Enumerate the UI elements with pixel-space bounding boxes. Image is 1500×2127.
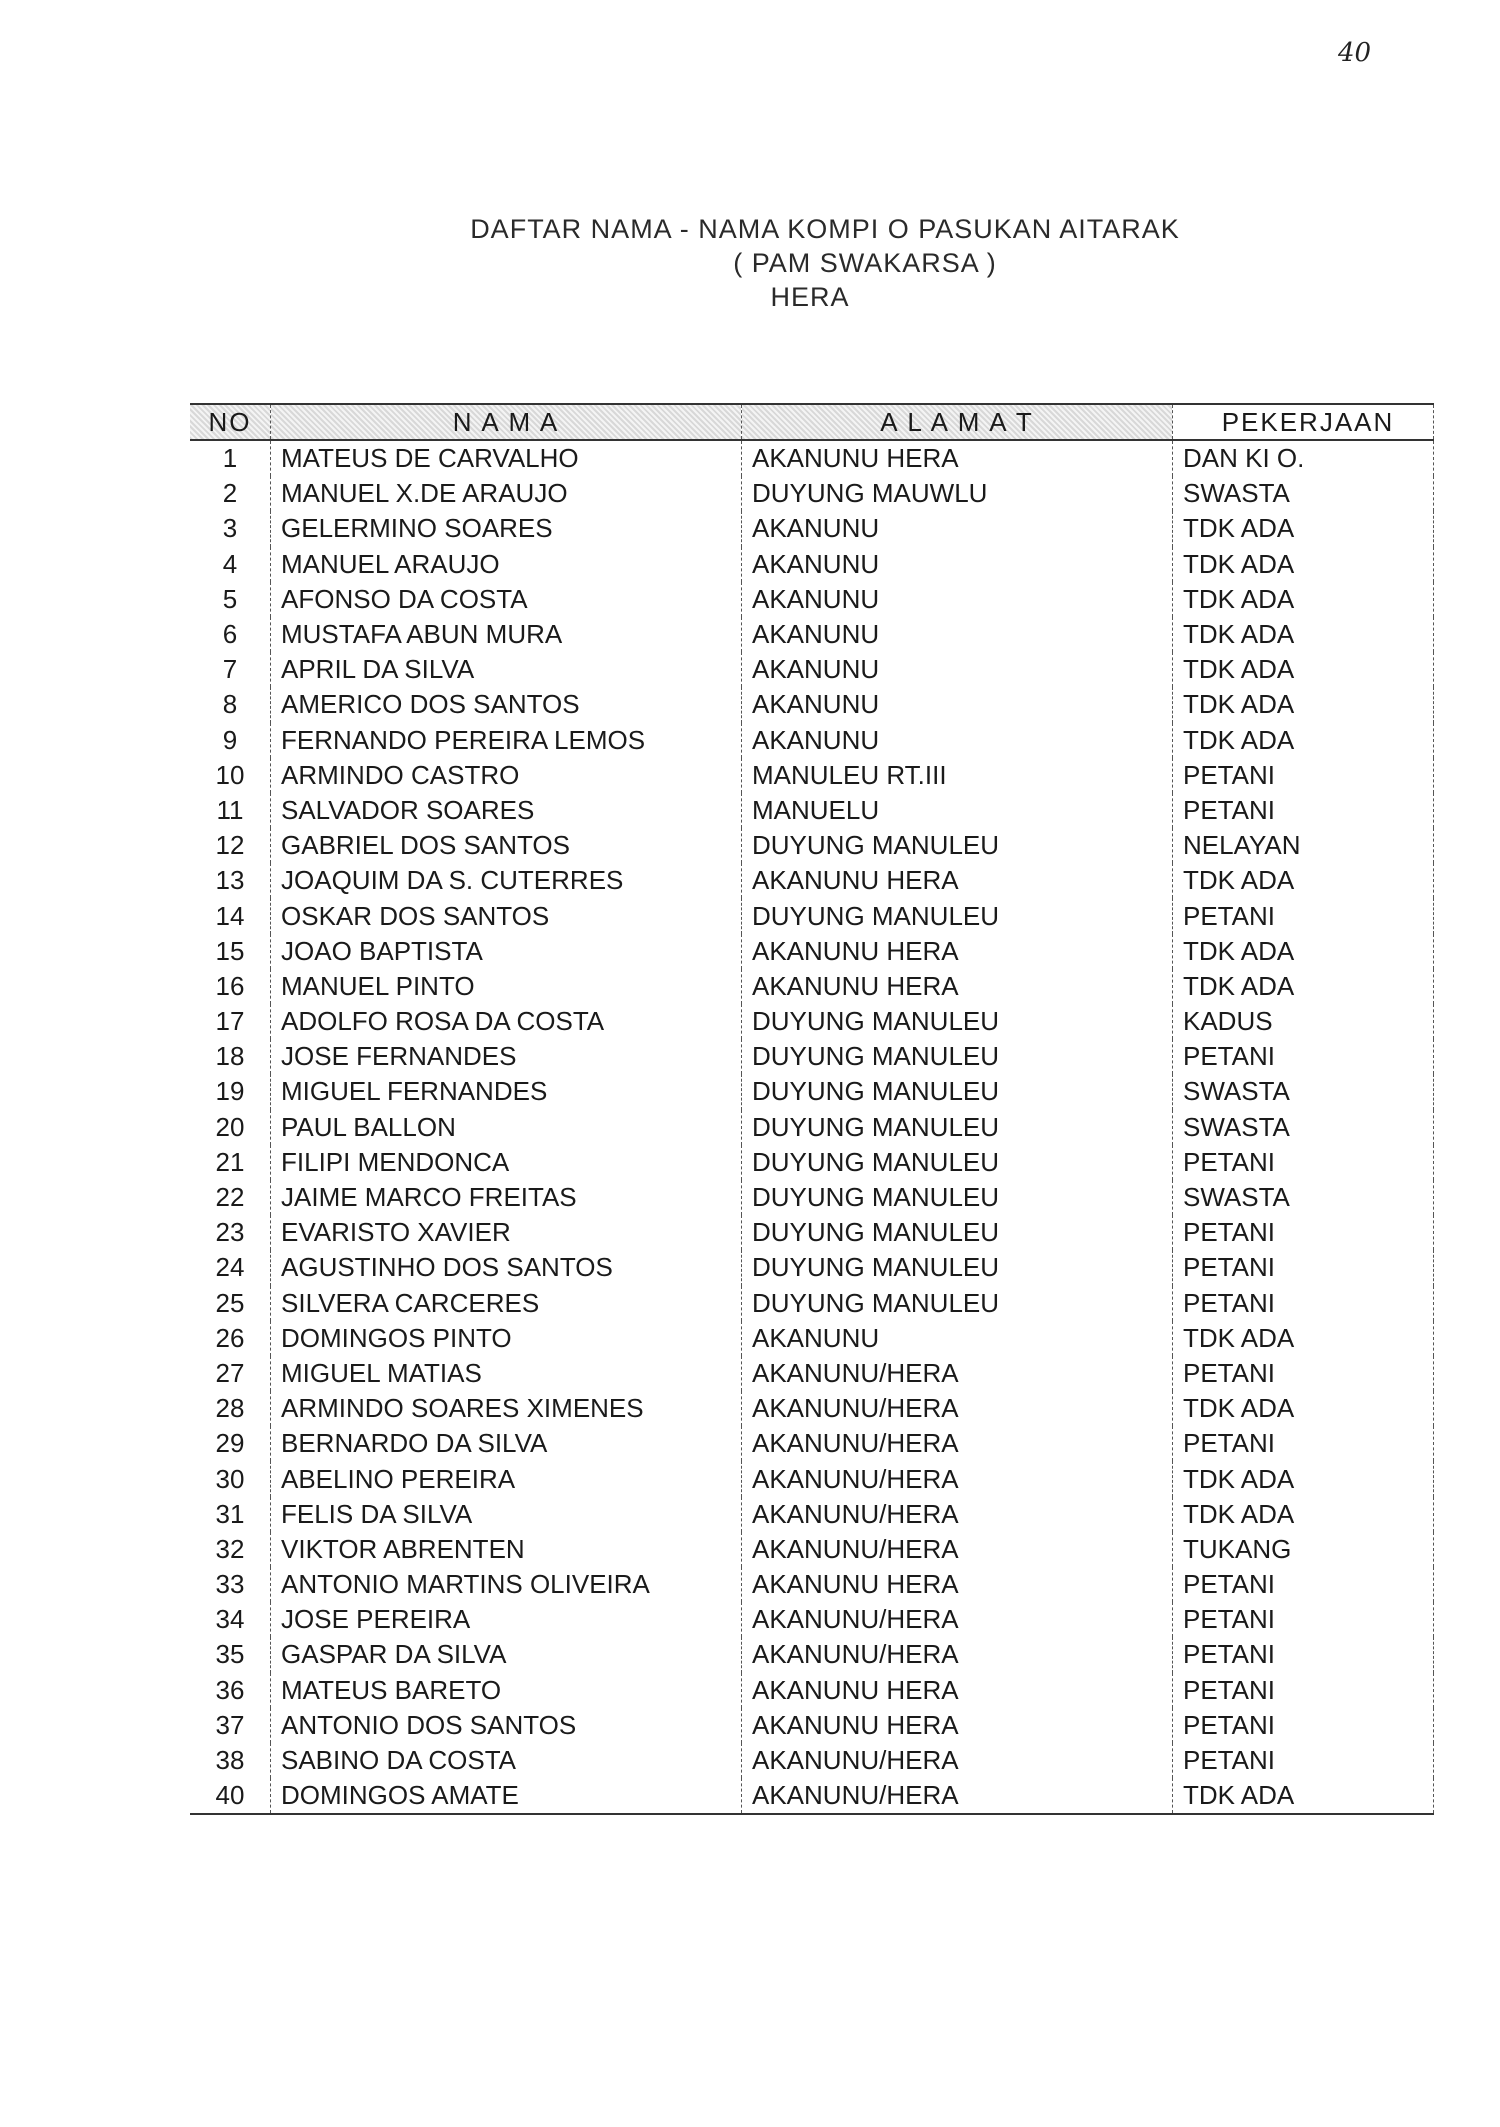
cell-nama: ANTONIO DOS SANTOS <box>271 1708 742 1743</box>
cell-no: 32 <box>190 1532 271 1567</box>
cell-no: 20 <box>190 1110 271 1145</box>
cell-no: 18 <box>190 1039 271 1074</box>
table-row <box>190 582 1434 617</box>
cell-alamat: DUYUNG MANULEU <box>742 1215 1173 1250</box>
cell-pekerjaan: NELAYAN <box>1173 828 1434 863</box>
cell-pekerjaan: PETANI <box>1173 898 1434 933</box>
table-row <box>190 440 1434 476</box>
cell-alamat: AKANUNU HERA <box>742 440 1173 476</box>
cell-no: 31 <box>190 1497 271 1532</box>
cell-pekerjaan: TDK ADA <box>1173 582 1434 617</box>
cell-no: 17 <box>190 1004 271 1039</box>
cell-alamat: AKANUNU/HERA <box>742 1637 1173 1672</box>
table-row <box>190 1637 1434 1672</box>
cell-alamat: AKANUNU/HERA <box>742 1461 1173 1496</box>
table-row <box>190 1250 1434 1285</box>
cell-nama: MIGUEL MATIAS <box>271 1356 742 1391</box>
cell-nama: MUSTAFA ABUN MURA <box>271 617 742 652</box>
cell-no: 22 <box>190 1180 271 1215</box>
cell-pekerjaan: PETANI <box>1173 1567 1434 1602</box>
cell-no: 29 <box>190 1426 271 1461</box>
cell-no: 15 <box>190 934 271 969</box>
cell-alamat: AKANUNU <box>742 547 1173 582</box>
cell-nama: AGUSTINHO DOS SANTOS <box>271 1250 742 1285</box>
table-header-row <box>190 404 1434 440</box>
table-row <box>190 1145 1434 1180</box>
cell-alamat: DUYUNG MANULEU <box>742 1145 1173 1180</box>
cell-no: 34 <box>190 1602 271 1637</box>
cell-pekerjaan: TDK ADA <box>1173 1391 1434 1426</box>
cell-nama: GELERMINO SOARES <box>271 511 742 546</box>
cell-nama: MATEUS BARETO <box>271 1673 742 1708</box>
table-row <box>190 1039 1434 1074</box>
table-row <box>190 1391 1434 1426</box>
table-row <box>190 1461 1434 1496</box>
table-row <box>190 758 1434 793</box>
table-row <box>190 511 1434 546</box>
cell-nama: FILIPI MENDONCA <box>271 1145 742 1180</box>
cell-pekerjaan: SWASTA <box>1173 476 1434 511</box>
cell-alamat: AKANUNU <box>742 723 1173 758</box>
cell-nama: BERNARDO DA SILVA <box>271 1426 742 1461</box>
table-row <box>190 723 1434 758</box>
cell-pekerjaan: PETANI <box>1173 1743 1434 1778</box>
cell-pekerjaan: TDK ADA <box>1173 723 1434 758</box>
table-row <box>190 898 1434 933</box>
cell-no: 40 <box>190 1778 271 1814</box>
table-row <box>190 934 1434 969</box>
cell-pekerjaan: SWASTA <box>1173 1180 1434 1215</box>
cell-alamat: AKANUNU HERA <box>742 863 1173 898</box>
cell-nama: JOAQUIM DA S. CUTERRES <box>271 863 742 898</box>
table-row <box>190 652 1434 687</box>
cell-no: 9 <box>190 723 271 758</box>
cell-alamat: AKANUNU <box>742 511 1173 546</box>
cell-alamat: DUYUNG MANULEU <box>742 828 1173 863</box>
header-no: NO <box>190 404 271 440</box>
cell-nama: AMERICO DOS SANTOS <box>271 687 742 722</box>
cell-pekerjaan: TDK ADA <box>1173 1497 1434 1532</box>
cell-alamat: AKANUNU HERA <box>742 934 1173 969</box>
table-row <box>190 476 1434 511</box>
cell-alamat: AKANUNU/HERA <box>742 1778 1173 1814</box>
cell-no: 10 <box>190 758 271 793</box>
cell-pekerjaan: PETANI <box>1173 793 1434 828</box>
header-alamat: A L A M A T <box>742 404 1173 440</box>
cell-nama: JAIME MARCO FREITAS <box>271 1180 742 1215</box>
table-row <box>190 1356 1434 1391</box>
member-roster-table <box>190 403 1420 1815</box>
cell-nama: ANTONIO MARTINS OLIVEIRA <box>271 1567 742 1602</box>
cell-alamat: DUYUNG MANULEU <box>742 1004 1173 1039</box>
cell-nama: MATEUS DE CARVALHO <box>271 440 742 476</box>
cell-alamat: AKANUNU HERA <box>742 1673 1173 1708</box>
table-row <box>190 1110 1434 1145</box>
cell-alamat: MANUELU <box>742 793 1173 828</box>
cell-no: 28 <box>190 1391 271 1426</box>
cell-alamat: DUYUNG MANULEU <box>742 1110 1173 1145</box>
cell-pekerjaan: TUKANG <box>1173 1532 1434 1567</box>
cell-no: 27 <box>190 1356 271 1391</box>
cell-pekerjaan: PETANI <box>1173 1673 1434 1708</box>
cell-pekerjaan: TDK ADA <box>1173 934 1434 969</box>
cell-no: 25 <box>190 1286 271 1321</box>
cell-nama: ARMINDO SOARES XIMENES <box>271 1391 742 1426</box>
cell-pekerjaan: TDK ADA <box>1173 652 1434 687</box>
cell-nama: MANUEL ARAUJO <box>271 547 742 582</box>
cell-pekerjaan: TDK ADA <box>1173 511 1434 546</box>
cell-nama: SILVERA CARCERES <box>271 1286 742 1321</box>
cell-alamat: DUYUNG MANULEU <box>742 1039 1173 1074</box>
cell-alamat: AKANUNU <box>742 617 1173 652</box>
cell-pekerjaan: DAN KI O. <box>1173 440 1434 476</box>
table-row <box>190 687 1434 722</box>
cell-nama: MANUEL PINTO <box>271 969 742 1004</box>
cell-no: 14 <box>190 898 271 933</box>
table-row <box>190 863 1434 898</box>
table-row <box>190 1602 1434 1637</box>
cell-no: 30 <box>190 1461 271 1496</box>
cell-pekerjaan: PETANI <box>1173 1637 1434 1672</box>
cell-nama: JOSE FERNANDES <box>271 1039 742 1074</box>
table-row <box>190 1074 1434 1109</box>
cell-no: 26 <box>190 1321 271 1356</box>
cell-no: 2 <box>190 476 271 511</box>
table-row <box>190 1321 1434 1356</box>
cell-pekerjaan: SWASTA <box>1173 1074 1434 1109</box>
cell-no: 8 <box>190 687 271 722</box>
cell-pekerjaan: PETANI <box>1173 1145 1434 1180</box>
table-row <box>190 547 1434 582</box>
cell-nama: ABELINO PEREIRA <box>271 1461 742 1496</box>
cell-alamat: AKANUNU/HERA <box>742 1497 1173 1532</box>
cell-alamat: AKANUNU HERA <box>742 1708 1173 1743</box>
cell-pekerjaan: TDK ADA <box>1173 1321 1434 1356</box>
cell-nama: JOSE PEREIRA <box>271 1602 742 1637</box>
cell-pekerjaan: PETANI <box>1173 1602 1434 1637</box>
page-number: 40 <box>1338 38 1372 68</box>
cell-alamat: DUYUNG MANULEU <box>742 1286 1173 1321</box>
document-title <box>0 212 1500 314</box>
cell-alamat: AKANUNU/HERA <box>742 1356 1173 1391</box>
cell-nama: PAUL BALLON <box>271 1110 742 1145</box>
cell-nama: EVARISTO XAVIER <box>271 1215 742 1250</box>
cell-pekerjaan: TDK ADA <box>1173 1461 1434 1496</box>
cell-alamat: AKANUNU HERA <box>742 1567 1173 1602</box>
cell-alamat: DUYUNG MANULEU <box>742 1180 1173 1215</box>
cell-pekerjaan: PETANI <box>1173 1250 1434 1285</box>
cell-alamat: AKANUNU/HERA <box>742 1743 1173 1778</box>
cell-alamat: AKANUNU HERA <box>742 969 1173 1004</box>
cell-nama: OSKAR DOS SANTOS <box>271 898 742 933</box>
table-body <box>190 440 1434 1814</box>
cell-nama: GABRIEL DOS SANTOS <box>271 828 742 863</box>
cell-no: 11 <box>190 793 271 828</box>
table-row <box>190 1215 1434 1250</box>
cell-no: 7 <box>190 652 271 687</box>
cell-pekerjaan: TDK ADA <box>1173 969 1434 1004</box>
table-row <box>190 1004 1434 1039</box>
cell-no: 23 <box>190 1215 271 1250</box>
cell-nama: DOMINGOS AMATE <box>271 1778 742 1814</box>
cell-no: 3 <box>190 511 271 546</box>
table-row <box>190 969 1434 1004</box>
cell-no: 19 <box>190 1074 271 1109</box>
cell-alamat: DUYUNG MAUWLU <box>742 476 1173 511</box>
table-row <box>190 1286 1434 1321</box>
table-row <box>190 1743 1434 1778</box>
cell-nama: AFONSO DA COSTA <box>271 582 742 617</box>
table-row <box>190 617 1434 652</box>
cell-pekerjaan: TDK ADA <box>1173 617 1434 652</box>
cell-pekerjaan: TDK ADA <box>1173 687 1434 722</box>
cell-no: 4 <box>190 547 271 582</box>
cell-no: 21 <box>190 1145 271 1180</box>
table-row <box>190 828 1434 863</box>
cell-alamat: AKANUNU <box>742 582 1173 617</box>
title-line-3: HERA <box>770 282 850 312</box>
cell-nama: VIKTOR ABRENTEN <box>271 1532 742 1567</box>
cell-alamat: MANULEU RT.III <box>742 758 1173 793</box>
cell-alamat: AKANUNU <box>742 687 1173 722</box>
table-row <box>190 1532 1434 1567</box>
cell-alamat: AKANUNU <box>742 652 1173 687</box>
cell-nama: JOAO BAPTISTA <box>271 934 742 969</box>
header-pekerjaan: PEKERJAAN <box>1173 404 1434 440</box>
table-row <box>190 1426 1434 1461</box>
cell-nama: SABINO DA COSTA <box>271 1743 742 1778</box>
cell-nama: APRIL DA SILVA <box>271 652 742 687</box>
cell-alamat: AKANUNU/HERA <box>742 1391 1173 1426</box>
cell-alamat: DUYUNG MANULEU <box>742 898 1173 933</box>
table-row <box>190 1778 1434 1814</box>
cell-alamat: DUYUNG MANULEU <box>742 1250 1173 1285</box>
cell-no: 36 <box>190 1673 271 1708</box>
cell-no: 12 <box>190 828 271 863</box>
cell-no: 16 <box>190 969 271 1004</box>
cell-pekerjaan: PETANI <box>1173 1286 1434 1321</box>
cell-pekerjaan: PETANI <box>1173 1215 1434 1250</box>
table-row <box>190 793 1434 828</box>
cell-no: 37 <box>190 1708 271 1743</box>
cell-no: 13 <box>190 863 271 898</box>
cell-nama: MANUEL X.DE ARAUJO <box>271 476 742 511</box>
cell-nama: ARMINDO CASTRO <box>271 758 742 793</box>
cell-no: 35 <box>190 1637 271 1672</box>
title-line-1: DAFTAR NAMA - NAMA KOMPI O PASUKAN AITARAK <box>470 214 1180 244</box>
cell-pekerjaan: KADUS <box>1173 1004 1434 1039</box>
cell-no: 6 <box>190 617 271 652</box>
table-row <box>190 1708 1434 1743</box>
table-row <box>190 1497 1434 1532</box>
cell-nama: GASPAR DA SILVA <box>271 1637 742 1672</box>
cell-pekerjaan: PETANI <box>1173 1708 1434 1743</box>
cell-nama: FELIS DA SILVA <box>271 1497 742 1532</box>
cell-no: 33 <box>190 1567 271 1602</box>
cell-alamat: AKANUNU/HERA <box>742 1602 1173 1637</box>
cell-nama: FERNANDO PEREIRA LEMOS <box>271 723 742 758</box>
cell-no: 5 <box>190 582 271 617</box>
cell-alamat: AKANUNU/HERA <box>742 1532 1173 1567</box>
cell-no: 1 <box>190 440 271 476</box>
table-row <box>190 1180 1434 1215</box>
cell-alamat: AKANUNU <box>742 1321 1173 1356</box>
header-nama: N A M A <box>271 404 742 440</box>
cell-nama: MIGUEL FERNANDES <box>271 1074 742 1109</box>
cell-pekerjaan: PETANI <box>1173 1356 1434 1391</box>
table-row <box>190 1673 1434 1708</box>
cell-nama: DOMINGOS PINTO <box>271 1321 742 1356</box>
title-line-2: ( PAM SWAKARSA ) <box>733 248 997 278</box>
cell-alamat: AKANUNU/HERA <box>742 1426 1173 1461</box>
cell-pekerjaan: TDK ADA <box>1173 547 1434 582</box>
table-row <box>190 1567 1434 1602</box>
cell-pekerjaan: TDK ADA <box>1173 1778 1434 1814</box>
cell-pekerjaan: PETANI <box>1173 1039 1434 1074</box>
cell-pekerjaan: PETANI <box>1173 758 1434 793</box>
cell-pekerjaan: SWASTA <box>1173 1110 1434 1145</box>
cell-pekerjaan: PETANI <box>1173 1426 1434 1461</box>
cell-nama: ADOLFO ROSA DA COSTA <box>271 1004 742 1039</box>
cell-pekerjaan: TDK ADA <box>1173 863 1434 898</box>
cell-no: 24 <box>190 1250 271 1285</box>
cell-nama: SALVADOR SOARES <box>271 793 742 828</box>
cell-no: 38 <box>190 1743 271 1778</box>
cell-alamat: DUYUNG MANULEU <box>742 1074 1173 1109</box>
